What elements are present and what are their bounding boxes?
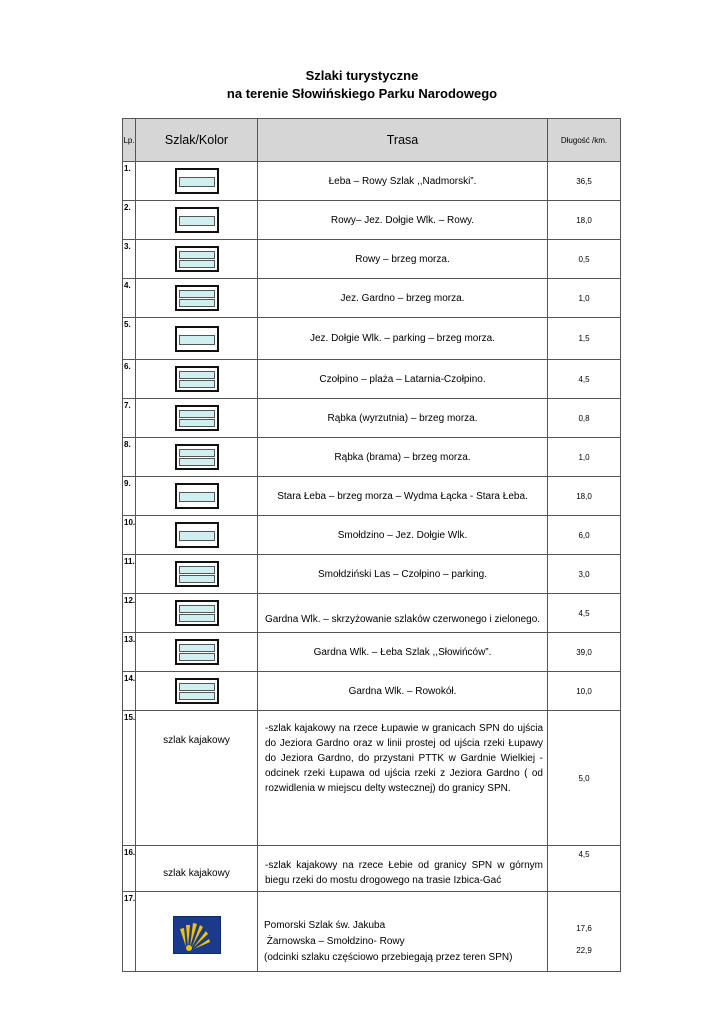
trail-color-swatch bbox=[175, 285, 219, 311]
trail-color-band bbox=[179, 299, 215, 307]
row-number: 6. bbox=[123, 360, 136, 399]
jakub-length-2: 22,9 bbox=[576, 946, 592, 955]
table-row-15 bbox=[123, 711, 621, 846]
trail-color bbox=[136, 279, 258, 318]
table-row bbox=[123, 318, 621, 360]
table-row bbox=[123, 399, 621, 438]
trail-route: Jez. Gardno – brzeg morza. bbox=[258, 279, 548, 318]
trail-length: 5,0 bbox=[548, 711, 621, 846]
trail-color bbox=[136, 477, 258, 516]
header-szlak: Szlak/Kolor bbox=[136, 119, 258, 162]
trail-color-swatch bbox=[175, 561, 219, 587]
trail-route: Rowy– Jez. Dołgie Wlk. – Rowy. bbox=[258, 201, 548, 240]
trail-color-band bbox=[179, 458, 215, 466]
trail-color bbox=[136, 240, 258, 279]
row-number: 14. bbox=[123, 672, 136, 711]
row-number: 1. bbox=[123, 162, 136, 201]
row-number: 11. bbox=[123, 555, 136, 594]
trail-color-swatch bbox=[175, 168, 219, 194]
jakub-line-3: (odcinki szlaku częściowo przebiegają przez teren SPN) bbox=[264, 952, 513, 963]
trail-color-band bbox=[179, 371, 215, 379]
trail-route: Gardna Wlk. – skrzyżowanie szlaków czerwonego i zielonego. bbox=[258, 594, 548, 633]
trail-route: Gardna Wlk. – Rowokół. bbox=[258, 672, 548, 711]
row-number: 7. bbox=[123, 399, 136, 438]
table-row-16 bbox=[123, 846, 621, 892]
row-number: 3. bbox=[123, 240, 136, 279]
trail-color-band bbox=[179, 566, 215, 574]
trail-route: Gardna Wlk. – Łeba Szlak ,,Słowińców”. bbox=[258, 633, 548, 672]
trail-marker bbox=[136, 892, 258, 972]
trail-color-band bbox=[179, 177, 215, 187]
trail-color-swatch bbox=[175, 326, 219, 352]
row-number: 13. bbox=[123, 633, 136, 672]
trail-color-band bbox=[179, 692, 215, 700]
trail-route: Czołpino – plaża – Latarnia-Czołpino. bbox=[258, 360, 548, 399]
row-number: 17. bbox=[123, 892, 136, 972]
row-number: 12. bbox=[123, 594, 136, 633]
trail-color-swatch bbox=[175, 639, 219, 665]
header-lp: Lp. bbox=[123, 119, 136, 162]
trail-color-band bbox=[179, 492, 215, 502]
table-row bbox=[123, 162, 621, 201]
table-row bbox=[123, 555, 621, 594]
trail-route: -szlak kajakowy na rzece Łupawie w granicach SPN do ujścia do Jeziora Gardno oraz w linii prostej od ujścia rzeki Łupawy do Jeziora Gardno, do przystani PTTK w Gardnie Wielkiej -odcinek rzeki Łupawa od ujścia rzeki z Jeziora Gardno ( od rozwidlenia w miejscu delty wstecznej) do granicy SPN. bbox=[258, 711, 548, 846]
trail-color bbox=[136, 201, 258, 240]
trail-color-band bbox=[179, 575, 215, 583]
trail-color-swatch bbox=[175, 522, 219, 548]
trail-color-swatch bbox=[175, 405, 219, 431]
table-header-row bbox=[123, 119, 621, 162]
trail-route: Smołdzino – Jez. Dołgie Wlk. bbox=[258, 516, 548, 555]
trail-color bbox=[136, 516, 258, 555]
row-number: 8. bbox=[123, 438, 136, 477]
trail-length: 39,0 bbox=[548, 633, 621, 672]
row-number: 16. bbox=[123, 846, 136, 892]
trail-color bbox=[136, 633, 258, 672]
row-number: 4. bbox=[123, 279, 136, 318]
row-number: 10. bbox=[123, 516, 136, 555]
trail-color-swatch bbox=[175, 246, 219, 272]
trail-color-band bbox=[179, 290, 215, 298]
table-row bbox=[123, 240, 621, 279]
jakub-line-1: Pomorski Szlak św. Jakuba bbox=[264, 920, 386, 931]
trail-length: 6,0 bbox=[548, 516, 621, 555]
trail-route: Rąbka (brama) – brzeg morza. bbox=[258, 438, 548, 477]
trail-color-swatch bbox=[175, 444, 219, 470]
jakub-length-1: 17,6 bbox=[576, 924, 592, 933]
trail-color-band bbox=[179, 683, 215, 691]
table-row bbox=[123, 672, 621, 711]
trail-type: szlak kajakowy bbox=[136, 846, 258, 892]
table-row bbox=[123, 594, 621, 633]
trail-length: 1,5 bbox=[548, 318, 621, 360]
trail-length: 0,8 bbox=[548, 399, 621, 438]
trail-route: Łeba – Rowy Szlak ,,Nadmorski”. bbox=[258, 162, 548, 201]
trail-length bbox=[548, 892, 621, 972]
trail-color-band bbox=[179, 260, 215, 268]
table-row bbox=[123, 201, 621, 240]
trail-color bbox=[136, 399, 258, 438]
trail-color-band bbox=[179, 216, 215, 226]
table-row bbox=[123, 438, 621, 477]
trail-route: Rowy – brzeg morza. bbox=[258, 240, 548, 279]
trail-color-band bbox=[179, 644, 215, 652]
row-number: 2. bbox=[123, 201, 136, 240]
trail-route: Rąbka (wyrzutnia) – brzeg morza. bbox=[258, 399, 548, 438]
table-row bbox=[123, 516, 621, 555]
trail-route: Smołdziński Las – Czołpino – parking. bbox=[258, 555, 548, 594]
table-row bbox=[123, 633, 621, 672]
table-row bbox=[123, 477, 621, 516]
header-dlugosc: Długość /km. bbox=[548, 119, 621, 162]
trail-color-swatch bbox=[175, 483, 219, 509]
trail-color-swatch bbox=[175, 366, 219, 392]
trail-length: 4,5 bbox=[548, 594, 621, 633]
trail-color bbox=[136, 438, 258, 477]
trail-length: 10,0 bbox=[548, 672, 621, 711]
trail-color bbox=[136, 162, 258, 201]
trail-color bbox=[136, 594, 258, 633]
trail-length: 36,5 bbox=[548, 162, 621, 201]
trail-color-band bbox=[179, 653, 215, 661]
trail-color bbox=[136, 318, 258, 360]
trail-color-band bbox=[179, 531, 215, 541]
trail-length: 0,5 bbox=[548, 240, 621, 279]
trail-length: 3,0 bbox=[548, 555, 621, 594]
trail-route: -szlak kajakowy na rzece Łebie od granicy SPN w górnym biegu rzeki do mostu drogowego na trasie Izbica-Gać bbox=[258, 846, 548, 892]
table-row-17 bbox=[123, 892, 621, 972]
trail-length: 1,0 bbox=[548, 279, 621, 318]
trail-length: 4,5 bbox=[548, 846, 621, 892]
trail-length: 1,0 bbox=[548, 438, 621, 477]
trail-type: szlak kajakowy bbox=[136, 711, 258, 846]
trail-length: 4,5 bbox=[548, 360, 621, 399]
trail-color-band bbox=[179, 380, 215, 388]
trail-length: 18,0 bbox=[548, 201, 621, 240]
trail-color-band bbox=[179, 410, 215, 418]
header-trasa: Trasa bbox=[258, 119, 548, 162]
table-row bbox=[123, 279, 621, 318]
row-number: 9. bbox=[123, 477, 136, 516]
trail-route: Stara Łeba – brzeg morza – Wydma Łącka - Stara Łeba. bbox=[258, 477, 548, 516]
trail-color bbox=[136, 555, 258, 594]
trail-color-swatch bbox=[175, 600, 219, 626]
row-number: 15. bbox=[123, 711, 136, 846]
jakub-line-2: Żarnowska – Smołdzino- Rowy bbox=[264, 936, 405, 947]
trail-color bbox=[136, 360, 258, 399]
scallop-shell-icon bbox=[173, 916, 221, 954]
trail-route bbox=[258, 892, 548, 972]
trail-color-swatch bbox=[175, 678, 219, 704]
trail-length: 18,0 bbox=[548, 477, 621, 516]
trail-color-band bbox=[179, 449, 215, 457]
trail-color-band bbox=[179, 614, 215, 622]
title-line-1: Szlaki turystyczne bbox=[305, 68, 419, 83]
title-line-2: na terenie Słowińskiego Parku Narodowego bbox=[226, 86, 498, 101]
table-row bbox=[123, 360, 621, 399]
trail-color-band bbox=[179, 335, 215, 345]
trail-color-swatch bbox=[175, 207, 219, 233]
row-number: 5. bbox=[123, 318, 136, 360]
trail-color bbox=[136, 672, 258, 711]
trail-color-band bbox=[179, 251, 215, 259]
trail-color-band bbox=[179, 419, 215, 427]
trail-route: Jez. Dołgie Wlk. – parking – brzeg morza. bbox=[258, 318, 548, 360]
trail-color-band bbox=[179, 605, 215, 613]
trails-table bbox=[122, 118, 621, 972]
